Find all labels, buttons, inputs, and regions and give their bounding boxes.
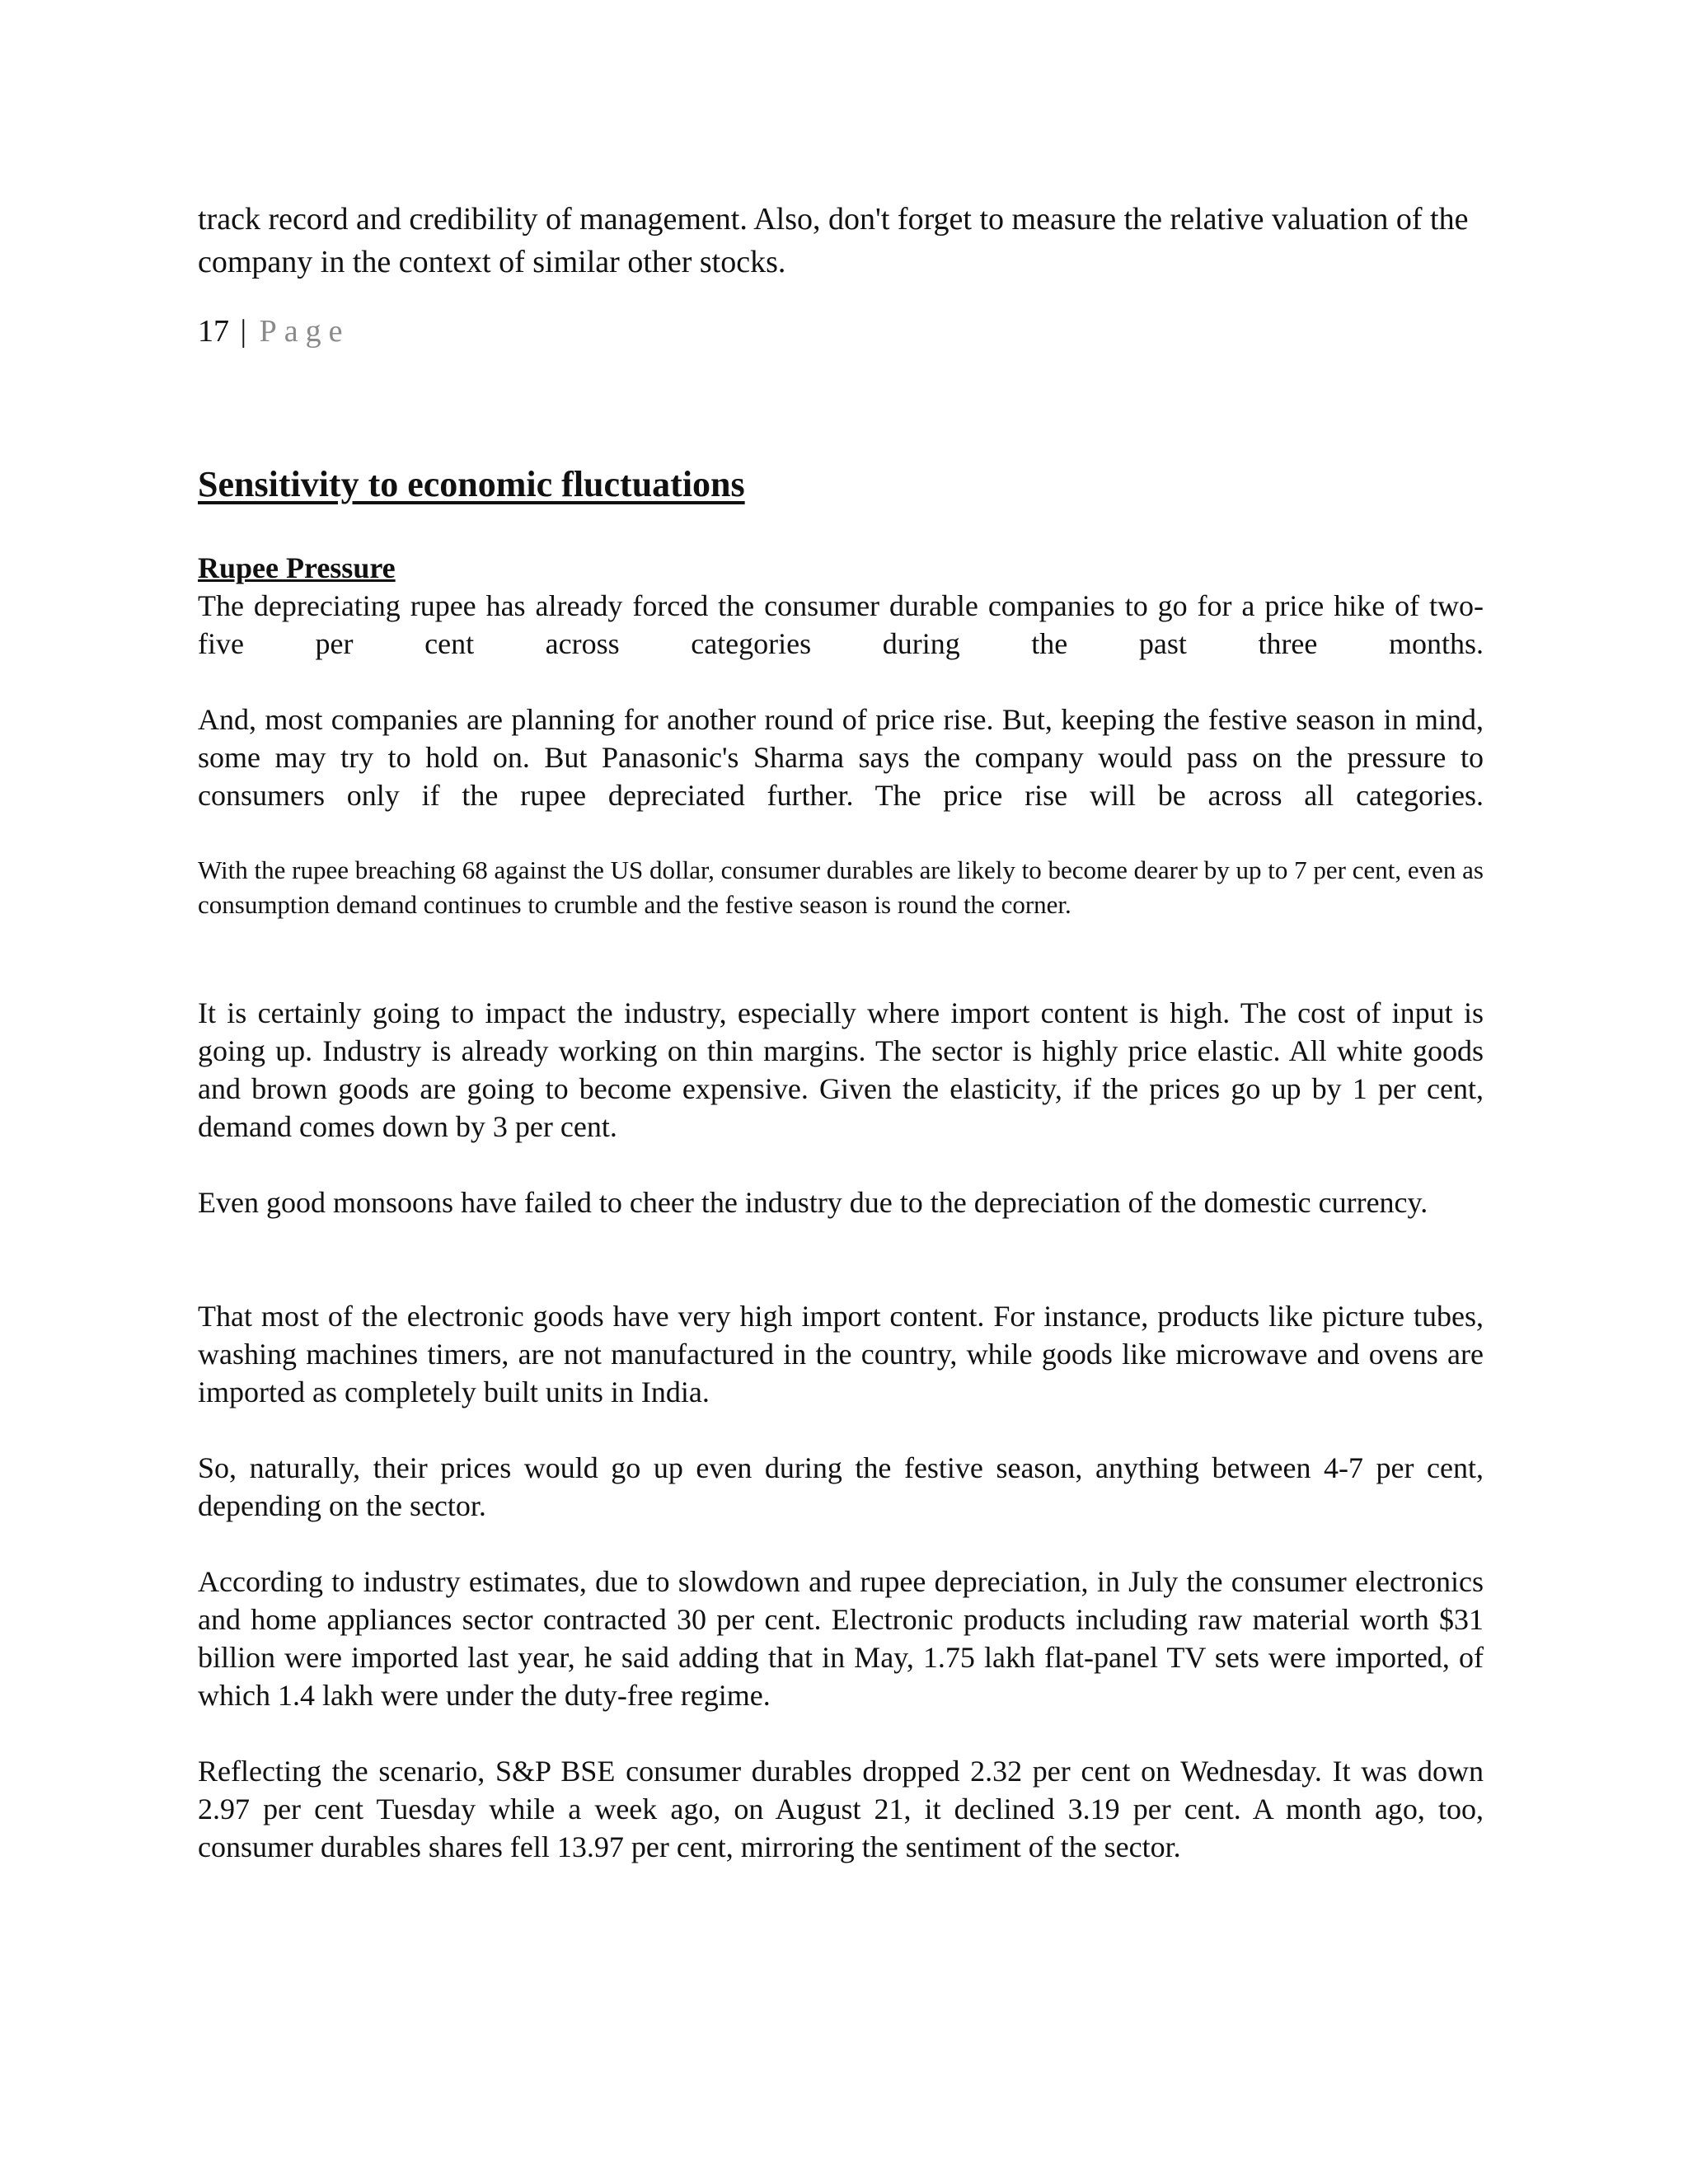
paragraph-import-content: That most of the electronic goods have very high import content. For instance, products like picture tubes, washing machines timers, are not manufactured in the country, while goods like microwave and ovens are imported as completely built units in India. xyxy=(198,1300,1484,1408)
paragraph-bse-scenario: Reflecting the scenario, S&P BSE consumer durables dropped 2.32 per cent on Wednesday. It was down 2.97 per cent Tuesday while a week ago, on August 21, it declined 3.19 per cent. A month ago, too, consumer durables shares fell 13.97 per cent, mirroring the sentiment of the sector. xyxy=(198,1755,1484,1863)
paragraph-monsoons: Even good monsoons have failed to cheer the industry due to the depreciation of the domestic currency. xyxy=(198,1186,1428,1219)
page-number: 17 xyxy=(198,314,229,349)
paragraph-industry-estimates: According to industry estimates, due to slowdown and rupee depreciation, in July the consumer electronics and home appliances sector contracted 30 per cent. Electronic products including raw material worth $31 billion were imported last year, he said adding that in May, 1.75 lakh flat-panel TV sets were imported, of which 1.4 lakh were under the duty-free regime. xyxy=(198,1565,1484,1712)
page-label: Page xyxy=(259,314,350,349)
subheading: Rupee Pressure xyxy=(198,551,396,584)
section-heading: Sensitivity to economic fluctuations xyxy=(198,464,745,504)
footer-separator: | xyxy=(240,314,247,349)
paragraph-festive-prices: So, naturally, their prices would go up even during the festive season, anything between 4-7 per cent, depending on the sector. xyxy=(198,1451,1484,1522)
paragraph-industry-impact: It is certainly going to impact the industry, especially where import content is high. The cost of input is going up. Industry is already working on thin margins. The sector is highly price elastic. All white goods and brown goods are going to become expensive. Given the elasticity, if the prices go up by 1 per cent, demand comes down by 3 per cent. xyxy=(198,996,1484,1143)
paragraph-price-rise: And, most companies are planning for another round of price rise. But, keeping the festive season in mind, some may try to hold on. But Panasonic's Sharma says the company would pass on the pressure to consumers only if the rupee depreciated further. The price rise will be across all categories. xyxy=(198,703,1484,812)
page-footer xyxy=(198,312,349,351)
paragraph-price-hike: The depreciating rupee has already forced the consumer durable companies to go for a price hike of two-five per cent across categories during the past three months. xyxy=(198,589,1484,660)
paragraph-rupee-breach: With the rupee breaching 68 against the US dollar, consumer durables are likely to become dearer by up to 7 per cent, even as consumption demand continues to crumble and the festive season is round the corner. xyxy=(198,855,1484,919)
carryover-paragraph: track record and credibility of management. Also, don't forget to measure the relative valuation of the company in the context of similar other stocks. xyxy=(198,202,1469,279)
